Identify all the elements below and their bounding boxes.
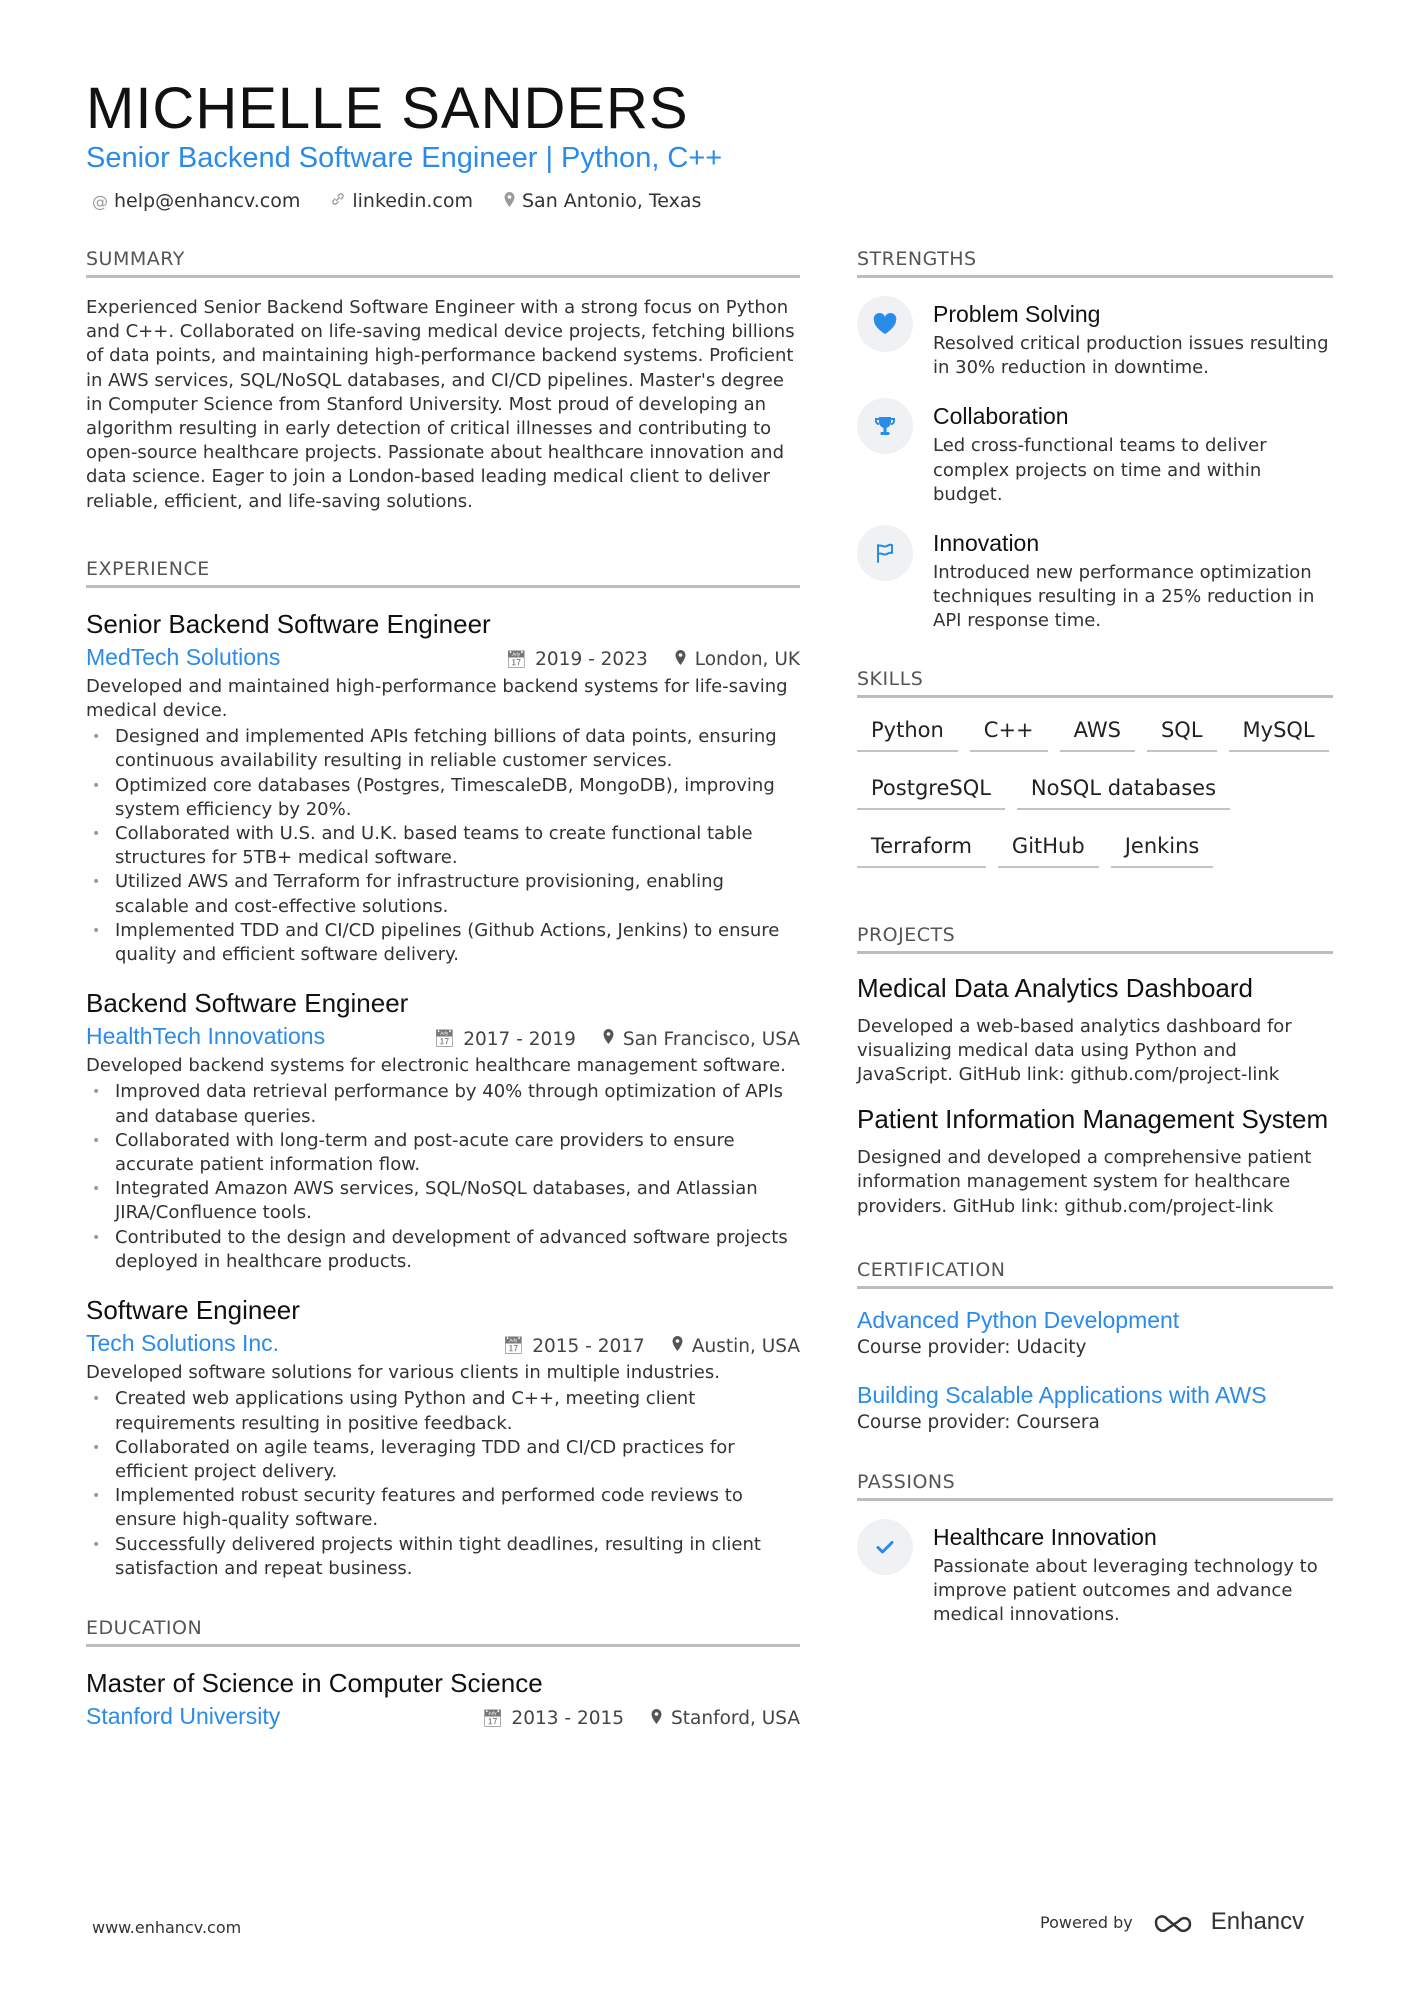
job-dates-text: 2017 - 2019 [463,1028,576,1050]
skill-chip: PostgreSQL [857,772,1005,810]
job-bullet: • Integrated Amazon AWS services, SQL/NoSQL databases, and Atlassian JIRA/Confluence tools. [86,1177,800,1225]
strength-title: Collaboration [933,403,1069,430]
contact-location [503,190,701,212]
footer-branding [1040,1908,1304,1936]
skill-chip: Python [857,714,958,752]
job-bullet: • Collaborated with long-term and post-acute care providers to ensure accurate patient information flow. [86,1129,800,1177]
job-title: Backend Software Engineer [86,988,409,1019]
job-bullet: • Designed and implemented APIs fetching billions of data points, ensuring continuous availability resulting in reliable customer services. [86,725,800,773]
certification-provider: Course provider: Coursera [857,1411,1100,1433]
trophy-icon [857,398,913,454]
job-meta [503,1335,800,1357]
enhancv-logo-mark [1153,1910,1201,1934]
job-entry [86,1294,800,1581]
project-text: Developed a web-based analytics dashboard for visualizing medical data using Python and JavaScript. GitHub link: github.com/project-link [857,1015,1292,1086]
contact-email-text: help@enhancv.com [114,190,301,212]
check-icon [857,1519,913,1575]
job-entry [86,608,800,967]
left-column [86,248,800,1734]
certification-title[interactable]: Advanced Python Development [857,1306,1180,1333]
job-bullet: • Improved data retrieval performance by 40% through optimization of APIs and database queries. [86,1080,800,1128]
job-dates [434,1028,576,1050]
certification-provider: Course provider: Udacity [857,1336,1087,1358]
summary-heading: SUMMARY [86,248,800,278]
enhancv-logo[interactable] [1153,1908,1304,1936]
skill-chip: SQL [1147,714,1217,752]
projects-heading: PROJECTS [857,924,1333,954]
contact-linkedin[interactable] [330,190,473,212]
skill-chip: Terraform [857,830,986,868]
location-pin-icon [602,1028,615,1050]
right-column [857,248,1333,1649]
link-icon [330,191,346,211]
contact-location-text: San Antonio, Texas [522,190,702,212]
job-location [602,1028,800,1050]
job-meta-row [86,1023,800,1050]
strength-item [857,402,1333,507]
strength-text: Resolved critical production issues resulting in 30% reduction in downtime. [933,333,1329,379]
skill-chip: MySQL [1229,714,1329,752]
job-title: Senior Backend Software Engineer [86,608,491,639]
skill-chip: NoSQL databases [1017,772,1230,810]
calendar-icon: 📅︎ [502,1336,525,1357]
strength-item [857,529,1333,634]
certification-heading: CERTIFICATION [857,1259,1333,1289]
job-dates [503,1335,645,1357]
job-dates-text: 2015 - 2017 [532,1335,645,1357]
strength-body [933,529,1333,634]
footer-website[interactable]: www.enhancv.com [92,1918,242,1937]
company-name[interactable]: Tech Solutions Inc. [86,1330,280,1357]
contact-bar [92,190,701,212]
education-meta-row [86,1703,800,1730]
job-bullet: • Implemented TDD and CI/CD pipelines (Github Actions, Jenkins) to ensure quality and efficient software delivery. [86,919,800,967]
education-location-text: Stanford, USA [671,1708,800,1730]
strength-title: Innovation [933,530,1040,557]
skills-heading: SKILLS [857,668,1333,698]
job-bullet: • Utilized AWS and Terraform for infrastructure provisioning, enabling scalable and cost-effective solutions. [86,870,800,918]
certification-entry [857,1305,1333,1358]
summary-text: Experienced Senior Backend Software Engineer with a strong focus on Python and C++. Collaborated on life-saving medical device projects, fetching billions of data points, and maintaining high-performance backend systems. Proficient in AWS services, SQL/NoSQL databases, and CI/CD pipelines. Master's degree in Computer Science from Stanford University. Most proud of developing an algorithm resulting in early detection of critical illnesses and contributing to open-source healthcare projects. Passionate about healthcare innovation and data science. Eager to join a London-based leading medical client to deliver reliable, efficient, and life-saving solutions. [86,297,795,512]
certification-entry [857,1380,1333,1433]
job-description: Developed and maintained high-performance backend systems for life-saving medical device. [86,675,788,722]
strength-text: Led cross-functional teams to deliver complex projects on time and within budget. [933,435,1267,505]
job-dates [506,649,648,671]
contact-email[interactable] [92,190,300,212]
strength-body [933,300,1333,380]
job-bullet: • Optimized core databases (Postgres, TimescaleDB, MongoDB), improving system efficiency by 20%. [86,774,800,822]
company-name[interactable]: HealthTech Innovations [86,1023,326,1050]
education-meta [482,1708,800,1730]
degree-title: Master of Science in Computer Science [86,1667,543,1698]
strengths-heading: STRENGTHS [857,248,1333,278]
education-dates [482,1708,624,1730]
education-dates-text: 2013 - 2015 [511,1708,625,1730]
job-description: Developed software solutions for various clients in multiple industries. [86,1362,720,1384]
job-bullets [86,725,800,967]
job-bullet: • Implemented robust security features and performed code reviews to ensure high-quality software. [86,1484,800,1532]
certification-title[interactable]: Building Scalable Applications with AWS [857,1381,1267,1408]
skill-chip: C++ [970,714,1048,752]
strength-body [933,402,1333,507]
job-location-text: Austin, USA [691,1335,800,1357]
skill-chip: AWS [1060,714,1135,752]
company-name[interactable]: MedTech Solutions [86,643,281,670]
job-bullet: • Successfully delivered projects within tight deadlines, resulting in client satisfaction and repeat business. [86,1533,800,1581]
experience-heading: EXPERIENCE [86,558,800,588]
job-dates-text: 2019 - 2023 [535,649,648,671]
job-location [671,1335,800,1357]
job-meta [506,649,800,671]
job-bullets [86,1080,800,1274]
passion-item [857,1523,1333,1628]
heart-icon [857,296,913,352]
project-entry [857,972,1333,1088]
strength-item [857,300,1333,380]
job-title: Software Engineer [86,1295,300,1326]
skill-chip: GitHub [998,830,1099,868]
strength-text: Introduced new performance optimization techniques resulting in a 25% reduction in API response time. [933,562,1315,632]
project-title: Medical Data Analytics Dashboard [857,972,1253,1003]
job-bullet: • Contributed to the design and development of advanced software projects deployed in healthcare products. [86,1226,800,1274]
job-location-text: San Francisco, USA [622,1028,800,1050]
location-pin-icon [503,191,516,212]
powered-by-label: Powered by [1040,1912,1133,1932]
education-heading: EDUCATION [86,1617,800,1647]
job-meta-row [86,644,800,671]
project-text: Designed and developed a comprehensive patient information management system for healthcare providers. GitHub link: github.com/project-link [857,1147,1312,1217]
candidate-name: MICHELLE SANDERS [86,76,689,141]
strength-title: Problem Solving [933,301,1101,327]
job-description: Developed backend systems for electronic healthcare management software. [86,1055,786,1077]
calendar-icon: 📅︎ [433,1029,456,1050]
skill-chip: Jenkins [1111,830,1214,868]
passion-title: Healthcare Innovation [933,1523,1157,1550]
candidate-title: Senior Backend Software Engineer | Python, C++ [86,142,723,174]
job-location [674,649,800,671]
brand-name: Enhancv [1210,1908,1305,1935]
calendar-icon: 📅︎ [505,649,528,670]
job-meta-row [86,1330,800,1357]
job-location-text: London, UK [694,649,800,671]
job-bullets [86,1387,800,1581]
passion-body [933,1523,1333,1628]
job-bullet: • Collaborated with U.S. and U.K. based teams to create functional table structures for 5TB+ medical software. [86,822,800,870]
education-location [650,1708,800,1730]
skills-list [857,714,1333,868]
passion-text: Passionate about leveraging technology to improve patient outcomes and advance medical innovations. [933,1555,1318,1626]
location-pin-icon [671,1335,684,1357]
job-bullet: • Collaborated on agile teams, leveraging TDD and CI/CD practices for efficient project delivery. [86,1436,800,1484]
location-pin-icon [674,649,687,671]
job-meta [434,1028,800,1050]
project-entry [857,1103,1333,1219]
location-pin-icon [650,1708,663,1730]
at-icon: @ [92,191,108,211]
education-entry [86,1667,800,1730]
calendar-icon: 📅︎ [481,1708,504,1729]
school-name[interactable]: Stanford University [86,1702,281,1729]
project-title: Patient Information Management System [857,1104,1329,1135]
job-bullet: • Created web applications using Python and C++, meeting client requirements resulting in positive feedback. [86,1387,800,1435]
job-entry [86,987,800,1274]
passions-heading: PASSIONS [857,1471,1333,1501]
contact-linkedin-text: linkedin.com [352,190,473,212]
flag-icon [857,525,913,581]
